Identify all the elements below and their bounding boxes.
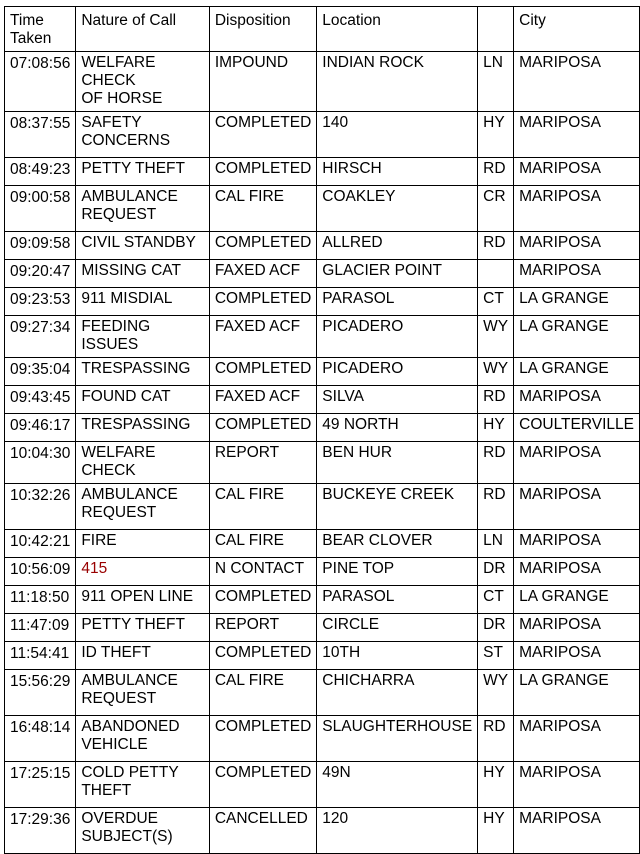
cell-time-taken: 15:56:29 <box>5 670 76 716</box>
nature-line-1: 911 OPEN LINE <box>81 588 194 605</box>
cell-location: CHICHARRA <box>317 670 478 716</box>
header-time-taken <box>5 7 76 52</box>
cell-disposition: IMPOUND <box>209 52 316 112</box>
table-row <box>5 232 640 260</box>
nature-line-2: THEFT <box>81 782 132 799</box>
nature-line-1: FIRE <box>81 532 117 549</box>
cell-time-taken: 17:29:36 <box>5 808 76 854</box>
cell-location: 120 <box>317 808 478 854</box>
cell-location: BEN HUR <box>317 442 478 484</box>
cell-nature-of-call <box>76 414 209 442</box>
cell-street-suffix <box>478 260 514 288</box>
table-row <box>5 558 640 586</box>
header-time-line1: Time <box>10 12 44 29</box>
cell-nature-of-call <box>76 614 209 642</box>
nature-line-1: ABANDONED <box>81 718 180 735</box>
header-nature-of-call: Nature of Call <box>76 7 209 52</box>
cell-nature-of-call <box>76 442 209 484</box>
cell-time-taken: 09:46:17 <box>5 414 76 442</box>
cell-time-taken: 07:08:56 <box>5 52 76 112</box>
cell-location: HIRSCH <box>317 158 478 186</box>
nature-line-1: AMBULANCE <box>81 188 178 205</box>
table-row <box>5 414 640 442</box>
cell-nature-of-call <box>76 158 209 186</box>
cell-city: MARIPOSA <box>514 716 640 762</box>
cell-street-suffix: HY <box>478 808 514 854</box>
nature-line-1: CIVIL STANDBY <box>81 234 196 251</box>
header-street-suffix <box>478 7 514 52</box>
cell-nature-of-call <box>76 716 209 762</box>
table-row <box>5 316 640 358</box>
nature-line-1: WELFARE CHECK <box>81 54 156 89</box>
cell-nature-of-call <box>76 808 209 854</box>
cell-location: PINE TOP <box>317 558 478 586</box>
cell-disposition: COMPLETED <box>209 414 316 442</box>
cell-location: SLAUGHTERHOUSE <box>317 716 478 762</box>
cell-nature-of-call <box>76 52 209 112</box>
cell-nature-of-call <box>76 484 209 530</box>
cell-disposition: FAXED ACF <box>209 260 316 288</box>
cell-street-suffix: HY <box>478 112 514 158</box>
header-time-line2: Taken <box>10 30 52 47</box>
cell-time-taken: 10:56:09 <box>5 558 76 586</box>
cell-location: 140 <box>317 112 478 158</box>
cell-nature-of-call <box>76 232 209 260</box>
nature-line-1: WELFARE CHECK <box>81 444 156 479</box>
cell-disposition: FAXED ACF <box>209 386 316 414</box>
cell-city: LA GRANGE <box>514 586 640 614</box>
cell-location: PICADERO <box>317 358 478 386</box>
cell-location: 10TH <box>317 642 478 670</box>
nature-line-1: FOUND CAT <box>81 388 171 405</box>
table-row <box>5 358 640 386</box>
cell-city: MARIPOSA <box>514 762 640 808</box>
cell-location: INDIAN ROCK <box>317 52 478 112</box>
cell-street-suffix: CR <box>478 186 514 232</box>
table-row <box>5 52 640 112</box>
table-row <box>5 808 640 854</box>
cell-street-suffix: LN <box>478 530 514 558</box>
cell-time-taken: 11:18:50 <box>5 586 76 614</box>
cell-city: LA GRANGE <box>514 288 640 316</box>
cell-city: MARIPOSA <box>514 260 640 288</box>
cell-street-suffix: DR <box>478 614 514 642</box>
cell-street-suffix: WY <box>478 316 514 358</box>
cell-location: BUCKEYE CREEK <box>317 484 478 530</box>
nature-line-2: REQUEST <box>81 690 157 707</box>
cell-location: PARASOL <box>317 288 478 316</box>
cell-disposition: COMPLETED <box>209 716 316 762</box>
cell-street-suffix: RD <box>478 386 514 414</box>
cell-location: PARASOL <box>317 586 478 614</box>
table-row <box>5 716 640 762</box>
cell-street-suffix: CT <box>478 586 514 614</box>
nature-line-1: COLD PETTY <box>81 764 179 781</box>
table-row <box>5 530 640 558</box>
cell-city: MARIPOSA <box>514 808 640 854</box>
cell-location: SILVA <box>317 386 478 414</box>
cell-city: MARIPOSA <box>514 112 640 158</box>
cell-city: LA GRANGE <box>514 358 640 386</box>
cell-street-suffix: DR <box>478 558 514 586</box>
cell-nature-of-call <box>76 358 209 386</box>
cell-disposition: COMPLETED <box>209 762 316 808</box>
nature-line-1: FEEDING ISSUES <box>81 318 151 353</box>
cell-location: CIRCLE <box>317 614 478 642</box>
cell-city: MARIPOSA <box>514 158 640 186</box>
nature-line-2: SUBJECT(S) <box>81 828 173 845</box>
nature-line-2: REQUEST <box>81 504 157 521</box>
cell-location: GLACIER POINT <box>317 260 478 288</box>
cell-nature-of-call <box>76 288 209 316</box>
call-log-table <box>4 6 640 854</box>
cell-street-suffix: RD <box>478 442 514 484</box>
table-row <box>5 386 640 414</box>
cell-city: MARIPOSA <box>514 530 640 558</box>
nature-line-1: AMBULANCE <box>81 486 178 503</box>
nature-line-2: VEHICLE <box>81 736 148 753</box>
cell-street-suffix: WY <box>478 358 514 386</box>
cell-time-taken: 09:35:04 <box>5 358 76 386</box>
cell-nature-of-call <box>76 260 209 288</box>
cell-city: MARIPOSA <box>514 186 640 232</box>
cell-city: LA GRANGE <box>514 316 640 358</box>
cell-nature-of-call <box>76 386 209 414</box>
nature-line-1: PETTY THEFT <box>81 616 185 633</box>
cell-street-suffix: LN <box>478 52 514 112</box>
nature-line-2: OF HORSE <box>81 90 163 107</box>
cell-street-suffix: HY <box>478 762 514 808</box>
cell-street-suffix: CT <box>478 288 514 316</box>
table-row <box>5 670 640 716</box>
cell-time-taken: 10:32:26 <box>5 484 76 530</box>
cell-city: MARIPOSA <box>514 642 640 670</box>
cell-nature-of-call <box>76 316 209 358</box>
cell-time-taken: 08:49:23 <box>5 158 76 186</box>
table-row <box>5 288 640 316</box>
cell-street-suffix: RD <box>478 232 514 260</box>
cell-location: PICADERO <box>317 316 478 358</box>
table-row <box>5 442 640 484</box>
cell-city: COULTERVILLE <box>514 414 640 442</box>
nature-line-1: TRESPASSING <box>81 360 191 377</box>
cell-disposition: COMPLETED <box>209 642 316 670</box>
cell-location: 49 NORTH <box>317 414 478 442</box>
cell-city: MARIPOSA <box>514 52 640 112</box>
cell-disposition: REPORT <box>209 442 316 484</box>
cell-disposition: COMPLETED <box>209 358 316 386</box>
cell-nature-of-call <box>76 762 209 808</box>
cell-time-taken: 09:27:34 <box>5 316 76 358</box>
header-row <box>5 7 640 52</box>
cell-time-taken: 09:20:47 <box>5 260 76 288</box>
cell-city: MARIPOSA <box>514 232 640 260</box>
cell-street-suffix: RD <box>478 716 514 762</box>
nature-line-1: MISSING CAT <box>81 262 181 279</box>
nature-line-1: 415 <box>81 560 108 577</box>
cell-disposition: COMPLETED <box>209 288 316 316</box>
table-row <box>5 762 640 808</box>
nature-line-1: 911 MISDIAL <box>81 290 173 307</box>
cell-disposition: COMPLETED <box>209 232 316 260</box>
cell-time-taken: 17:25:15 <box>5 762 76 808</box>
cell-disposition: CAL FIRE <box>209 186 316 232</box>
cell-disposition: CAL FIRE <box>209 484 316 530</box>
cell-time-taken: 09:23:53 <box>5 288 76 316</box>
header-city: City <box>514 7 640 52</box>
nature-line-1: OVERDUE <box>81 810 158 827</box>
cell-street-suffix: HY <box>478 414 514 442</box>
cell-time-taken: 09:43:45 <box>5 386 76 414</box>
table-row <box>5 186 640 232</box>
cell-time-taken: 16:48:14 <box>5 716 76 762</box>
nature-line-2: CONCERNS <box>81 132 171 149</box>
nature-line-1: AMBULANCE <box>81 672 178 689</box>
cell-time-taken: 09:09:58 <box>5 232 76 260</box>
table-row <box>5 260 640 288</box>
cell-disposition: CANCELLED <box>209 808 316 854</box>
cell-nature-of-call <box>76 112 209 158</box>
cell-street-suffix: RD <box>478 484 514 530</box>
cell-location: COAKLEY <box>317 186 478 232</box>
cell-nature-of-call <box>76 558 209 586</box>
cell-location: ALLRED <box>317 232 478 260</box>
cell-nature-of-call <box>76 586 209 614</box>
table-row <box>5 614 640 642</box>
cell-time-taken: 11:47:09 <box>5 614 76 642</box>
cell-nature-of-call <box>76 530 209 558</box>
table-row <box>5 484 640 530</box>
cell-time-taken: 08:37:55 <box>5 112 76 158</box>
cell-disposition: COMPLETED <box>209 158 316 186</box>
cell-street-suffix: WY <box>478 670 514 716</box>
table-row <box>5 642 640 670</box>
cell-city: LA GRANGE <box>514 670 640 716</box>
cell-nature-of-call <box>76 642 209 670</box>
cell-city: MARIPOSA <box>514 614 640 642</box>
cell-street-suffix: ST <box>478 642 514 670</box>
header-location: Location <box>317 7 478 52</box>
cell-time-taken: 11:54:41 <box>5 642 76 670</box>
call-log-body <box>5 52 640 854</box>
cell-city: MARIPOSA <box>514 386 640 414</box>
cell-street-suffix: RD <box>478 158 514 186</box>
cell-location: BEAR CLOVER <box>317 530 478 558</box>
table-row <box>5 158 640 186</box>
table-row <box>5 586 640 614</box>
nature-line-1: SAFETY <box>81 114 142 131</box>
header-disposition: Disposition <box>209 7 316 52</box>
cell-location: 49N <box>317 762 478 808</box>
cell-time-taken: 10:42:21 <box>5 530 76 558</box>
cell-disposition: COMPLETED <box>209 586 316 614</box>
nature-line-2: REQUEST <box>81 206 157 223</box>
cell-time-taken: 10:04:30 <box>5 442 76 484</box>
cell-disposition: COMPLETED <box>209 112 316 158</box>
cell-disposition: CAL FIRE <box>209 670 316 716</box>
cell-nature-of-call <box>76 670 209 716</box>
cell-nature-of-call <box>76 186 209 232</box>
cell-disposition: FAXED ACF <box>209 316 316 358</box>
cell-disposition: CAL FIRE <box>209 530 316 558</box>
cell-time-taken: 09:00:58 <box>5 186 76 232</box>
nature-line-1: ID THEFT <box>81 644 151 661</box>
cell-disposition: N CONTACT <box>209 558 316 586</box>
cell-city: MARIPOSA <box>514 484 640 530</box>
nature-line-1: TRESPASSING <box>81 416 191 433</box>
cell-disposition: REPORT <box>209 614 316 642</box>
table-row <box>5 112 640 158</box>
nature-line-1: PETTY THEFT <box>81 160 185 177</box>
cell-city: MARIPOSA <box>514 558 640 586</box>
cell-city: MARIPOSA <box>514 442 640 484</box>
